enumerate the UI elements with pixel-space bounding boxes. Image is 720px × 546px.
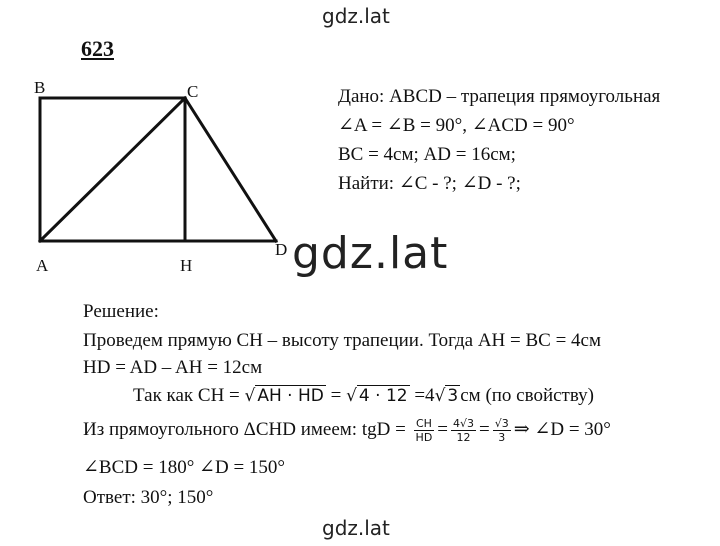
- solution-line-3-mid: =4: [409, 385, 435, 406]
- solution-line-3-prefix: Так как CH =: [133, 385, 245, 406]
- solution-heading: Решение:: [83, 301, 159, 322]
- label-c: C: [187, 82, 199, 101]
- solution-line-1: Проведем прямую CH – высоту трапеции. Тогда AH = BC = 4см: [83, 330, 602, 351]
- radicand-2: 4 · 12: [358, 386, 408, 406]
- label-a: A: [36, 256, 49, 275]
- label-b: B: [34, 78, 46, 97]
- problem-number: 623: [81, 36, 114, 61]
- solution-line-2: HD = AD – AH = 12см: [83, 357, 263, 378]
- diagonal-ac: [40, 98, 185, 241]
- fraction-sqrt3-3: $\frac{√3}{3}$: [494, 417, 509, 444]
- solution-line-4-suffix: ⇒ ∠D = 30°: [513, 418, 611, 440]
- sqrt-sign: √: [346, 386, 357, 406]
- side-cd: [185, 98, 276, 241]
- given-line-3: BC = 4см; AD = 16см;: [338, 144, 516, 165]
- given-line-2: ∠A = ∠B = 90°, ∠ACD = 90°: [338, 115, 575, 136]
- equals: =: [479, 418, 490, 440]
- label-d: D: [275, 240, 288, 259]
- solution-line-4-prefix: Из прямоугольного ΔCHD имеем: tgD =: [83, 418, 411, 440]
- equals: =: [325, 385, 347, 406]
- solution-line-3: [133, 386, 594, 405]
- watermark-center: gdz.lat: [292, 228, 449, 279]
- fraction-4sqrt3-12: $\frac{4√3}{12}$: [453, 417, 475, 444]
- fraction-ch-hd: $\frac{CH}{HD}$: [415, 417, 433, 444]
- radicand-3: 3: [447, 386, 459, 406]
- sqrt-sign: √: [434, 386, 446, 406]
- watermark-top: gdz.lat: [322, 4, 390, 28]
- label-h: H: [180, 256, 193, 275]
- answer-line: Ответ: 30°; 150°: [83, 487, 214, 508]
- solution-line-5: ∠BCD = 180° ∠D = 150°: [83, 457, 286, 478]
- given-line-1: Дано: ABCD – трапеция прямоугольная: [338, 86, 661, 107]
- given-line-4: Найти: ∠C - ?; ∠D - ?;: [338, 173, 521, 194]
- equals: =: [437, 418, 449, 440]
- solution-line-4: [83, 418, 611, 443]
- sqrt-sign: √: [244, 386, 256, 406]
- solution-line-3-suffix: см (по свойству): [460, 385, 595, 406]
- watermark-bottom: gdz.lat: [322, 516, 390, 540]
- radicand-1: AH · HD: [257, 386, 324, 406]
